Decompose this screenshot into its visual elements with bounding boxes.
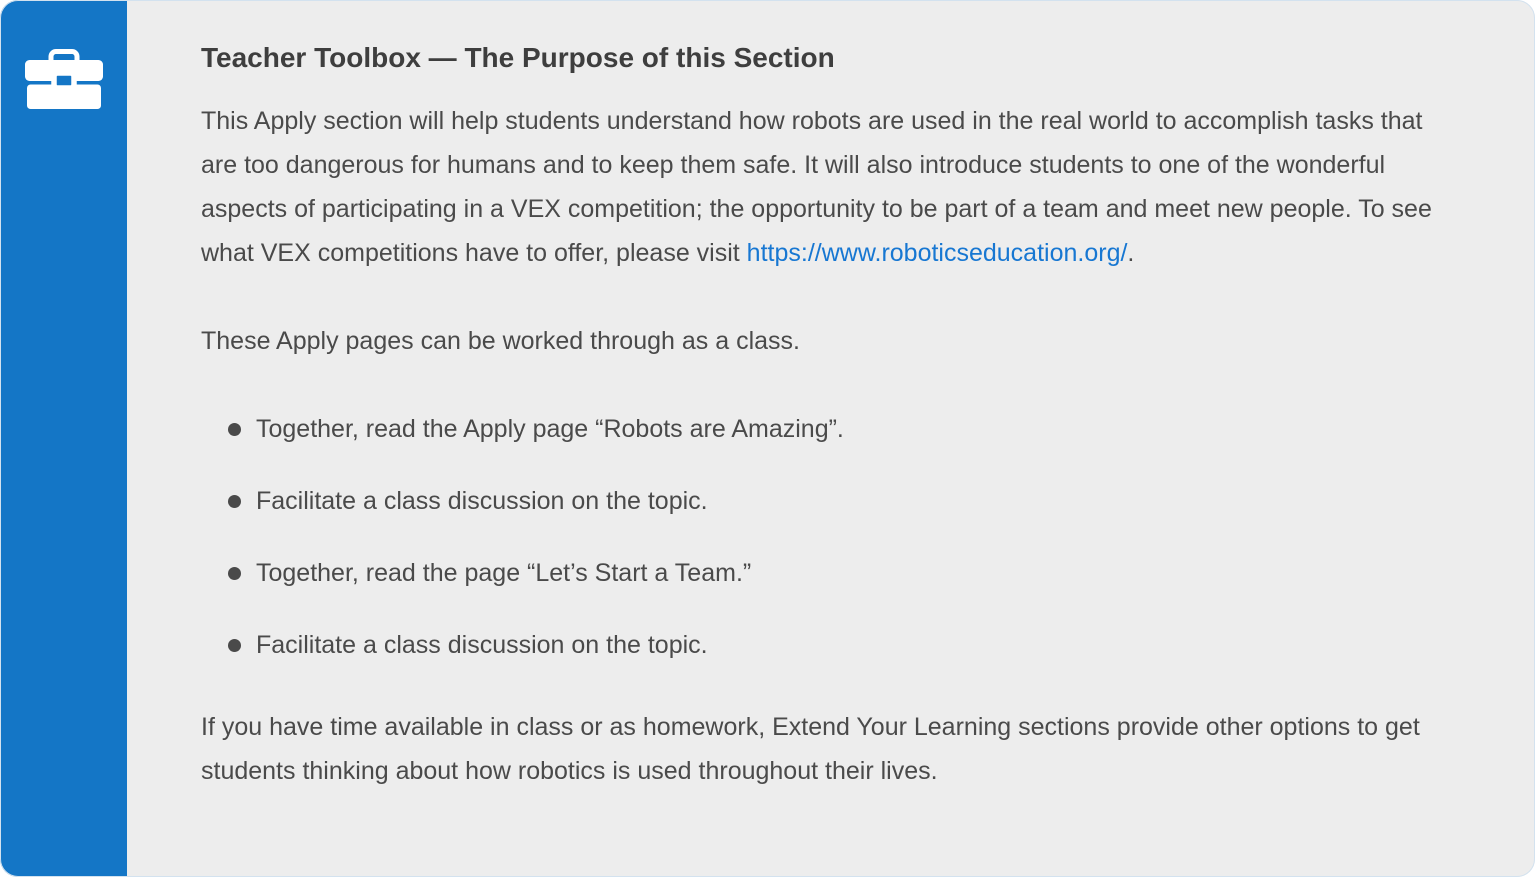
section-title: Teacher Toolbox — The Purpose of this Section (201, 42, 835, 73)
class-note-paragraph: These Apply pages can be worked through as a class. (201, 327, 800, 355)
list-item: Together, read the Apply page “Robots are Amazing”. (201, 407, 1446, 451)
accent-sidebar (0, 0, 127, 877)
list-item: Facilitate a class discussion on the topic. (201, 479, 1446, 523)
list-item: Together, read the page “Let’s Start a Team.” (201, 551, 1446, 595)
roboticseducation-link[interactable]: https://www.roboticseducation.org/ (746, 239, 1128, 267)
list-item: Facilitate a class discussion on the topic. (201, 623, 1446, 667)
apply-steps-list (201, 407, 1446, 667)
content-panel (127, 0, 1535, 877)
extend-learning-paragraph: If you have time available in class or as homework, Extend Your Learning sections provide other options to get students thinking about how robotics is used throughout their lives. (201, 713, 1420, 785)
intro-text-after-link: . (1127, 239, 1135, 267)
intro-text-before-link: This Apply section will help students understand how robots are used in the real world to accomplish tasks that are too dangerous for humans and to keep them safe. It will also introduce students to one of the wonderful aspects of participating in a VEX competition; the opportunity to be part of a team and meet new people. To see what VEX competitions have to offer, please visit (201, 107, 1432, 267)
intro-paragraph (201, 99, 1446, 275)
toolbox-icon (25, 49, 103, 111)
